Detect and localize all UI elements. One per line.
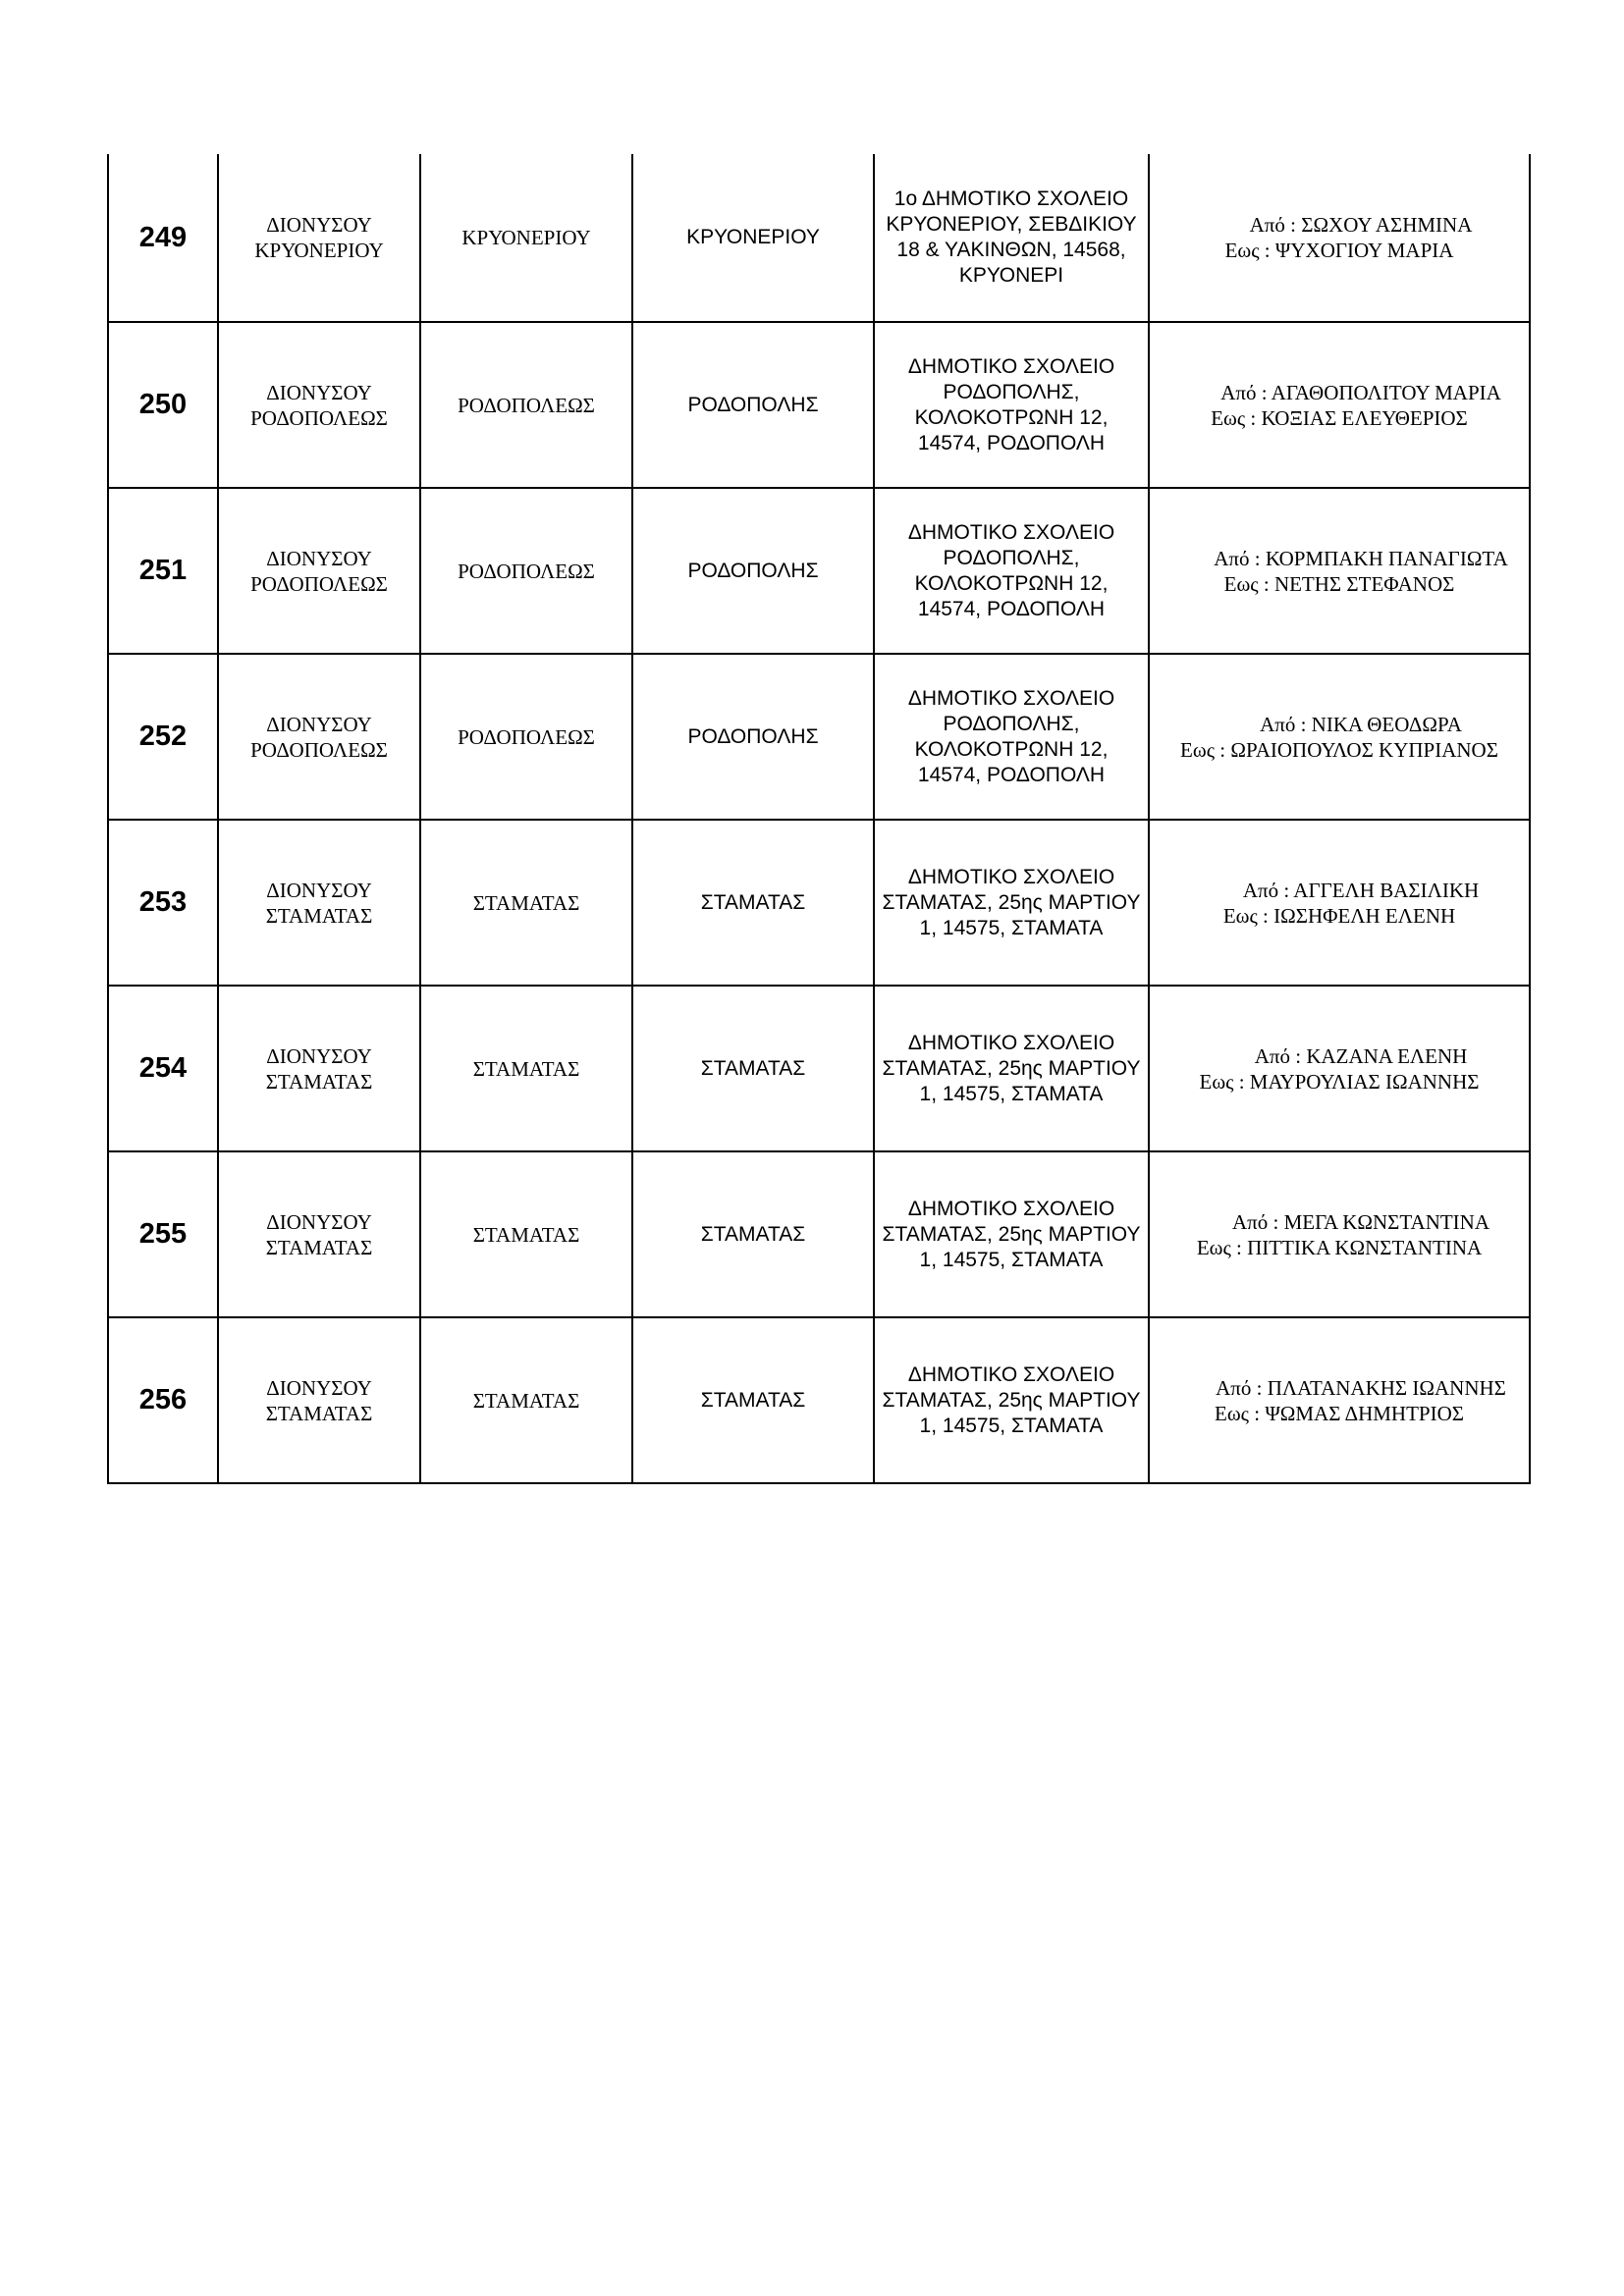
locality-name: ΚΡΥΟΝΕΡΙΟΥ [632,154,874,322]
district-name: ΔΙΟΝΥΣΟΥ ΣΤΑΜΑΤΑΣ [218,820,420,986]
range-from: Από : ΑΓΑΘΟΠΟΛΙΤΟΥ ΜΑΡΙΑ [1220,380,1501,404]
school-address: ΔΗΜΟΤΙΚΟ ΣΧΟΛΕΙΟ ΣΤΑΜΑΤΑΣ, 25ης ΜΑΡΤΙΟΥ 1, 14575, ΣΤΑΜΑΤΑ [874,1151,1149,1317]
table-row [108,1151,1530,1317]
range-to: Εως : ΨΥΧΟΓΙΟΥ ΜΑΡΙΑ [1224,239,1454,262]
range-to: Εως : ΠΙΤΤΙΚΑ ΚΩΝΣΤΑΝΤΙΝΑ [1196,1235,1483,1259]
district-name: ΔΙΟΝΥΣΟΥ ΣΤΑΜΑΤΑΣ [218,1151,420,1317]
locality-name: ΣΤΑΜΑΤΑΣ [632,1151,874,1317]
station-number: 250 [108,322,218,488]
range-from: Από : ΠΛΑΤΑΝΑΚΗΣ ΙΩΑΝΝΗΣ [1216,1375,1506,1400]
range-from: Από : ΝΙΚΑ ΘΕΟΔΩΡΑ [1260,712,1462,736]
station-number: 252 [108,654,218,820]
community-name: ΚΡΥΟΝΕΡΙΟΥ [420,154,632,322]
district-name: ΔΙΟΝΥΣΟΥ ΣΤΑΜΑΤΑΣ [218,1317,420,1483]
voter-range [1149,488,1530,654]
range-to: Εως : ΙΩΣΗΦΕΛΗ ΕΛΕΝΗ [1222,903,1456,928]
station-number: 251 [108,488,218,654]
school-address: ΔΗΜΟΤΙΚΟ ΣΧΟΛΕΙΟ ΡΟΔΟΠΟΛΗΣ, ΚΟΛΟΚΟΤΡΩΝΗ 12, 14574, ΡΟΔΟΠΟΛΗ [874,322,1149,488]
school-address: ΔΗΜΟΤΙΚΟ ΣΧΟΛΕΙΟ ΣΤΑΜΑΤΑΣ, 25ης ΜΑΡΤΙΟΥ 1, 14575, ΣΤΑΜΑΤΑ [874,986,1149,1151]
table-row [108,488,1530,654]
district-name: ΔΙΟΝΥΣΟΥ ΚΡΥΟΝΕΡΙΟΥ [218,154,420,322]
voter-range [1149,986,1530,1151]
range-to: Εως : ΩΡΑΙΟΠΟΥΛΟΣ ΚΥΠΡΙΑΝΟΣ [1180,737,1498,762]
station-number: 256 [108,1317,218,1483]
table-row [108,986,1530,1151]
community-name: ΣΤΑΜΑΤΑΣ [420,1317,632,1483]
locality-name: ΣΤΑΜΑΤΑΣ [632,986,874,1151]
polling-stations-table [107,154,1531,1484]
school-address: ΔΗΜΟΤΙΚΟ ΣΧΟΛΕΙΟ ΡΟΔΟΠΟΛΗΣ, ΚΟΛΟΚΟΤΡΩΝΗ 12, 14574, ΡΟΔΟΠΟΛΗ [874,488,1149,654]
station-number: 249 [108,154,218,322]
range-from: Από : ΜΕΓΑ ΚΩΝΣΤΑΝΤΙΝΑ [1231,1209,1490,1234]
station-number: 254 [108,986,218,1151]
locality-name: ΡΟΔΟΠΟΛΗΣ [632,654,874,820]
table-row [108,654,1530,820]
district-name: ΔΙΟΝΥΣΟΥ ΡΟΔΟΠΟΛΕΩΣ [218,322,420,488]
table-row [108,820,1530,986]
locality-name: ΣΤΑΜΑΤΑΣ [632,820,874,986]
district-name: ΔΙΟΝΥΣΟΥ ΡΟΔΟΠΟΛΕΩΣ [218,654,420,820]
range-to: Εως : ΨΩΜΑΣ ΔΗΜΗΤΡΙΟΣ [1215,1401,1464,1425]
voter-range [1149,322,1530,488]
range-from: Από : ΚΟΡΜΠΑΚΗ ΠΑΝΑΓΙΩΤΑ [1214,546,1508,570]
voter-range [1149,154,1530,322]
school-address: ΔΗΜΟΤΙΚΟ ΣΧΟΛΕΙΟ ΡΟΔΟΠΟΛΗΣ, ΚΟΛΟΚΟΤΡΩΝΗ 12, 14574, ΡΟΔΟΠΟΛΗ [874,654,1149,820]
district-name: ΔΙΟΝΥΣΟΥ ΣΤΑΜΑΤΑΣ [218,986,420,1151]
range-to: Εως : ΚΟΞΙΑΣ ΕΛΕΥΘΕΡΙΟΣ [1211,405,1468,430]
community-name: ΡΟΔΟΠΟΛΕΩΣ [420,488,632,654]
station-number: 255 [108,1151,218,1317]
table-row [108,322,1530,488]
community-name: ΣΤΑΜΑΤΑΣ [420,820,632,986]
community-name: ΡΟΔΟΠΟΛΕΩΣ [420,322,632,488]
school-address: ΔΗΜΟΤΙΚΟ ΣΧΟΛΕΙΟ ΣΤΑΜΑΤΑΣ, 25ης ΜΑΡΤΙΟΥ 1, 14575, ΣΤΑΜΑΤΑ [874,820,1149,986]
school-address: ΔΗΜΟΤΙΚΟ ΣΧΟΛΕΙΟ ΣΤΑΜΑΤΑΣ, 25ης ΜΑΡΤΙΟΥ 1, 14575, ΣΤΑΜΑΤΑ [874,1317,1149,1483]
table-row [108,154,1530,322]
range-from: Από : ΑΓΓΕΛΗ ΒΑΣΙΛΙΚΗ [1242,878,1480,902]
range-to: Εως : ΝΕΤΗΣ ΣΤΕΦΑΝΟΣ [1223,571,1455,596]
voter-range [1149,1317,1530,1483]
district-name: ΔΙΟΝΥΣΟΥ ΡΟΔΟΠΟΛΕΩΣ [218,488,420,654]
voter-range [1149,654,1530,820]
community-name: ΡΟΔΟΠΟΛΕΩΣ [420,654,632,820]
range-from: Από : ΚΑΖΑΝΑ ΕΛΕΝΗ [1254,1043,1468,1068]
voter-range [1149,1151,1530,1317]
locality-name: ΣΤΑΜΑΤΑΣ [632,1317,874,1483]
school-address: 1ο ΔΗΜΟΤΙΚΟ ΣΧΟΛΕΙΟ ΚΡΥΟΝΕΡΙΟΥ, ΣΕΒΔΙΚΙΟΥ 18 & ΥΑΚΙΝΘΩΝ, 14568, ΚΡΥΟΝΕΡΙ [874,154,1149,322]
community-name: ΣΤΑΜΑΤΑΣ [420,986,632,1151]
community-name: ΣΤΑΜΑΤΑΣ [420,1151,632,1317]
voter-range [1149,820,1530,986]
range-from: Από : ΣΩΧΟΥ ΑΣΗΜΙΝΑ [1249,213,1473,237]
range-to: Εως : ΜΑΥΡΟΥΛΙΑΣ ΙΩΑΝΝΗΣ [1199,1069,1480,1094]
table-row [108,1317,1530,1483]
locality-name: ΡΟΔΟΠΟΛΗΣ [632,488,874,654]
station-number: 253 [108,820,218,986]
locality-name: ΡΟΔΟΠΟΛΗΣ [632,322,874,488]
